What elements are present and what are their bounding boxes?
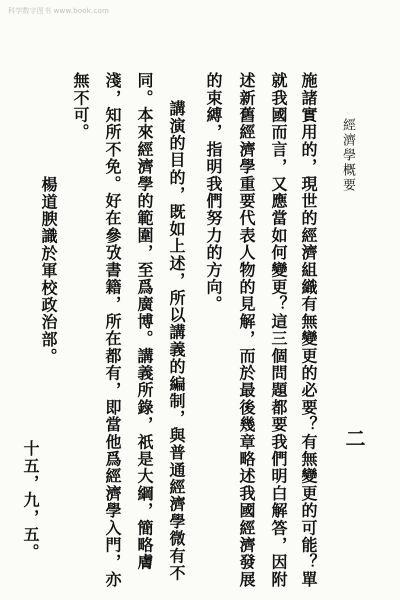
page-number: 二 bbox=[342, 428, 366, 448]
body-line-5: 講演的目的，既如上述，所以講義的編制，與普通經濟學微有不 bbox=[167, 100, 186, 582]
body-line-8: 無不可。 bbox=[71, 72, 90, 141]
body-line-7: 淺，知所不免。好在參攷書籍，所在都有，即當他爲經濟學入門，亦 bbox=[103, 72, 122, 588]
body-line-4: 的束縛，指明我們努力的方向。 bbox=[204, 72, 223, 313]
date-line: 十五，九，五。 bbox=[21, 440, 40, 561]
body-line-2: 就我國而言，又應當如何變更？這三個問題都要我們明白解答，因附 bbox=[269, 72, 288, 588]
body-line-1: 施諸實用的，現世的經濟組織有無變更的必要？有無變更的可能？單 bbox=[299, 72, 318, 588]
body-line-6: 同。本來經濟學的範圍，至爲廣博。講義所錄，祇是大綱，簡略膚 bbox=[135, 72, 154, 571]
signature-line: 楊道腴識於軍校政治部。 bbox=[39, 176, 58, 366]
body-line-3: 述新舊經濟學重要代表人物的見解，而於最後幾章略述我國經濟發展 bbox=[237, 72, 256, 588]
running-head: 經濟學概要 bbox=[340, 118, 355, 193]
watermark-text: 科学数字图书 www.book.com bbox=[8, 7, 110, 15]
